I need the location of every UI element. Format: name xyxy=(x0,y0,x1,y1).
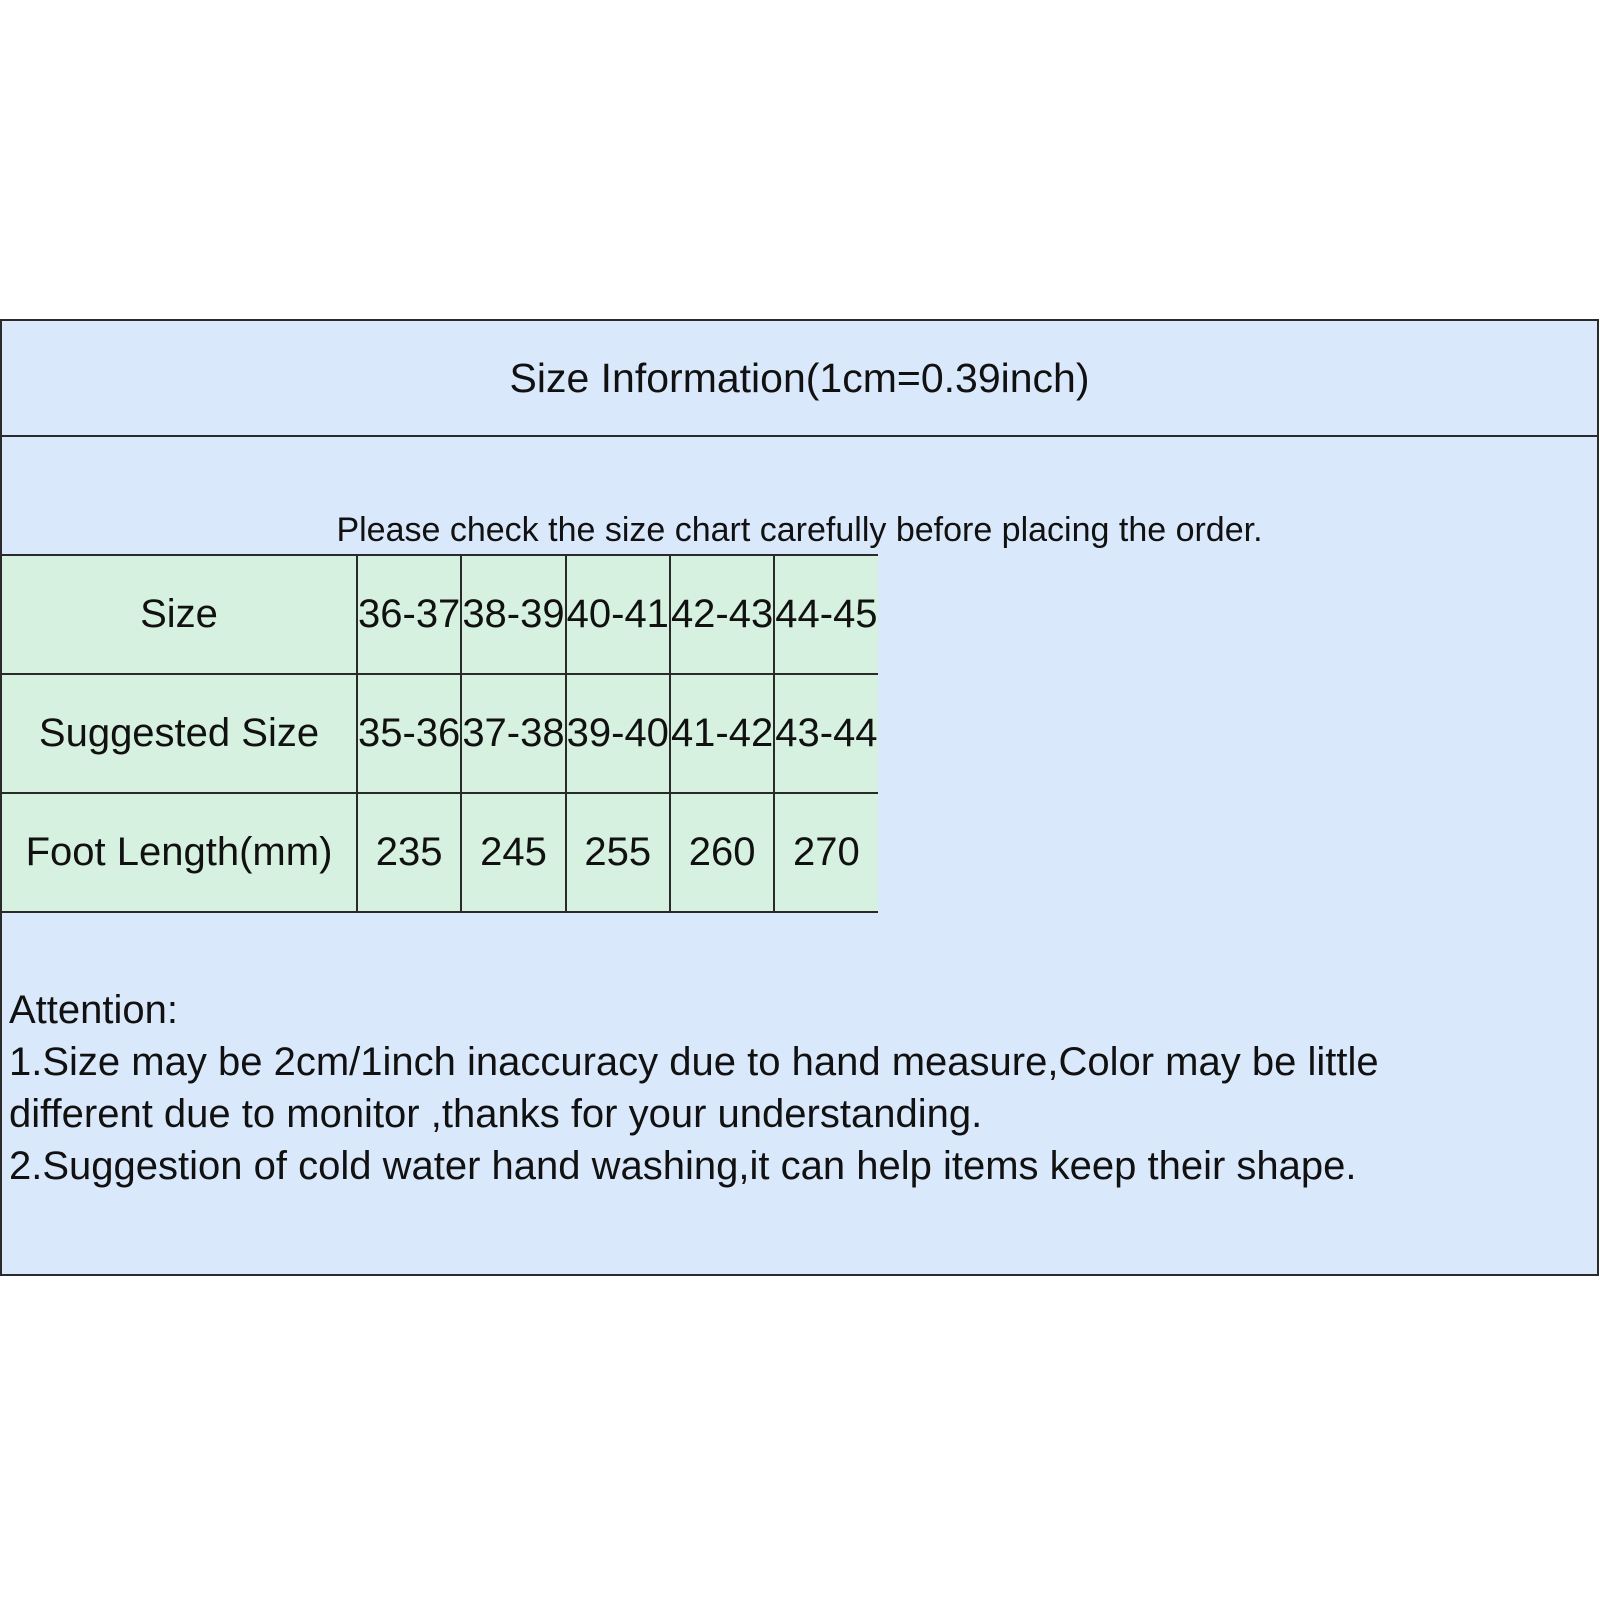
table-cell: 270 xyxy=(774,793,877,912)
table-cell: 39-40 xyxy=(566,674,670,793)
table-row-suggested-size xyxy=(2,674,878,793)
attention-notes xyxy=(2,906,1597,1274)
table-cell: 41-42 xyxy=(670,674,774,793)
table-cell: 245 xyxy=(461,793,565,912)
subtitle-band xyxy=(2,437,1597,554)
table-cell: 38-39 xyxy=(461,555,565,674)
row-label-suggested-size: Suggested Size xyxy=(2,674,357,793)
subtitle: Please check the size chart carefully before placing the order. xyxy=(336,511,1263,549)
row-label-size: Size xyxy=(2,555,357,674)
table-cell: 260 xyxy=(670,793,774,912)
row-label-foot-length: Foot Length(mm) xyxy=(2,793,357,912)
table-row-foot-length xyxy=(2,793,878,912)
table-cell: 37-38 xyxy=(461,674,565,793)
attention-note-line: 2.Suggestion of cold water hand washing,it can help items keep their shape. xyxy=(9,1144,1357,1188)
table-cell: 42-43 xyxy=(670,555,774,674)
attention-note-line: 1.Size may be 2cm/1inch inaccuracy due to hand measure,Color may be little xyxy=(9,1040,1379,1084)
size-table xyxy=(2,554,878,913)
attention-note-line: different due to monitor ,thanks for your understanding. xyxy=(9,1092,983,1136)
page-title: Size Information(1cm=0.39inch) xyxy=(509,354,1090,401)
table-row-size xyxy=(2,555,878,674)
table-cell: 36-37 xyxy=(357,555,461,674)
table-cell: 235 xyxy=(357,793,461,912)
attention-heading: Attention: xyxy=(9,988,179,1032)
table-cell: 35-36 xyxy=(357,674,461,793)
table-cell: 43-44 xyxy=(774,674,877,793)
table-cell: 44-45 xyxy=(774,555,877,674)
table-cell: 40-41 xyxy=(566,555,670,674)
title-band xyxy=(2,321,1597,437)
table-cell: 255 xyxy=(566,793,670,912)
size-information-sheet xyxy=(0,319,1599,1276)
